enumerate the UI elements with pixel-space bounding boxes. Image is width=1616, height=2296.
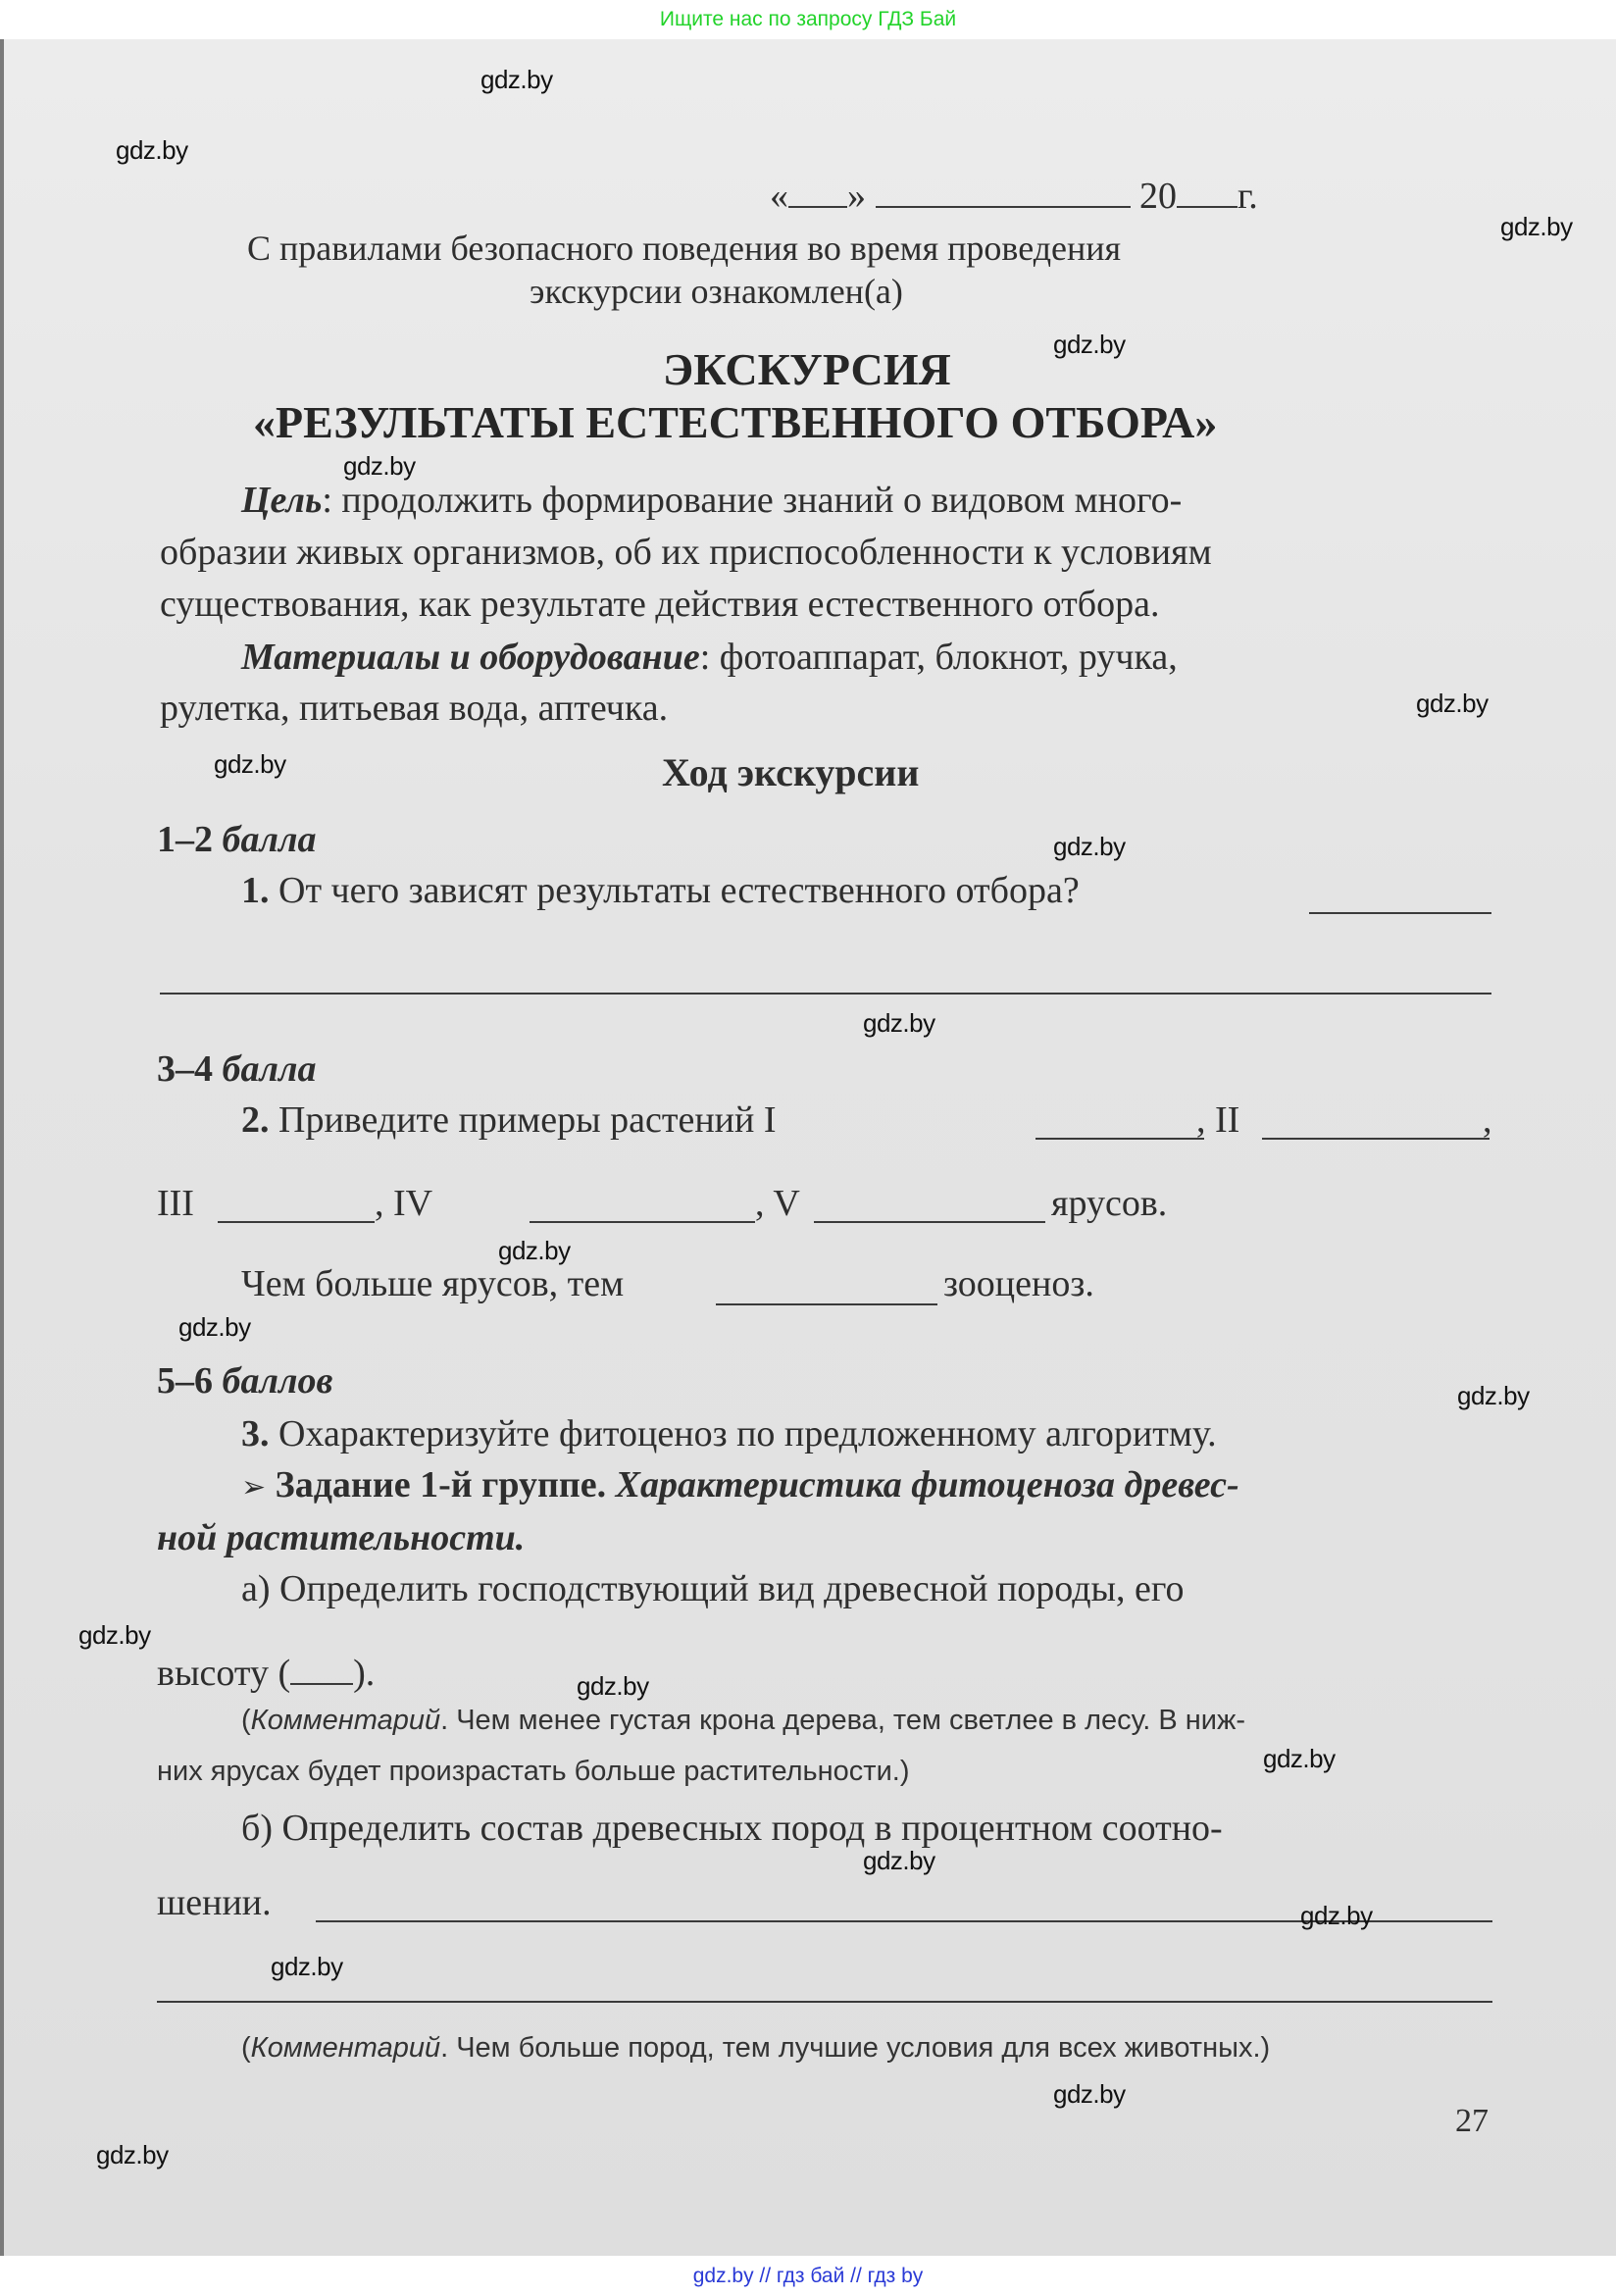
tier-4-blank[interactable]	[530, 1221, 755, 1223]
watermark: gdz.by	[116, 135, 188, 165]
points-word: балла	[222, 819, 317, 860]
watermark: gdz.by	[577, 1671, 649, 1701]
tier-2-blank[interactable]	[1262, 1138, 1490, 1140]
month-blank[interactable]	[876, 173, 1131, 208]
points-number: 1–2	[157, 819, 213, 860]
goal-line-3: существования, как результате действия естественного отбора.	[160, 584, 1160, 625]
comment-text: . Чем менее густая крона дерева, тем светлее в лесу. В ниж-	[440, 1705, 1246, 1736]
task-label: Задание 1-й группе.	[275, 1464, 607, 1505]
page-title-line-2: «РЕЗУЛЬТАТЫ ЕСТЕСТВЕННОГО ОТБОРА»	[253, 397, 1218, 447]
materials-line-1	[241, 636, 1178, 679]
watermark: gdz.by	[1457, 1381, 1530, 1410]
watermark: gdz.by	[214, 749, 286, 779]
answer-line-b2[interactable]	[157, 2001, 1492, 2003]
bottom-banner: gdz.by // гдз бай // гдз by	[692, 2265, 924, 2287]
task-group-1	[241, 1463, 1239, 1506]
points-number: 5–6	[157, 1360, 213, 1402]
procedure-heading: Ход экскурсии	[662, 750, 920, 794]
watermark: gdz.by	[1053, 832, 1126, 861]
page-number: 27	[1455, 2103, 1489, 2139]
answer-line-1a[interactable]	[1309, 912, 1491, 914]
tier-3-blank[interactable]	[218, 1221, 375, 1223]
tier-3-label: III	[157, 1183, 194, 1224]
points-heading-1-2	[157, 818, 316, 861]
watermark: gdz.by	[498, 1236, 571, 1265]
question-1	[241, 869, 1080, 912]
answer-line-1b[interactable]	[160, 993, 1491, 995]
points-heading-5-6	[157, 1359, 332, 1403]
watermark: gdz.by	[1053, 2079, 1126, 2109]
question-2	[241, 1098, 777, 1142]
year-suffix: г.	[1237, 176, 1258, 217]
tier-5-blank[interactable]	[814, 1221, 1045, 1223]
trailing-comma: ,	[1483, 1099, 1492, 1141]
item-a-line-2	[157, 1650, 375, 1695]
question-text: Приведите примеры растений I	[278, 1099, 777, 1141]
goal-label: Цель	[241, 480, 323, 521]
zoocenosis-blank[interactable]	[716, 1303, 937, 1305]
comment-b: (Комментарий. Чем больше пород, тем лучшие условия для всех животных.)	[241, 2032, 1271, 2064]
acknowledgement-line-1: С правилами безопасного поведения во время проведения	[247, 229, 1122, 268]
materials-label: Материалы и оборудование	[241, 637, 700, 678]
question-text: Охарактеризуйте фитоценоз по предложенному алгоритму.	[278, 1413, 1217, 1454]
open-quote: «	[770, 176, 788, 217]
watermark: gdz.by	[1263, 1744, 1336, 1773]
watermark: gdz.by	[178, 1312, 251, 1342]
question-number: 1.	[241, 870, 270, 911]
date-line	[770, 173, 1258, 218]
item-b-line-2: шении.	[157, 1882, 272, 1923]
height-prefix: высоту (	[157, 1653, 291, 1694]
close-quote: »	[847, 176, 866, 217]
top-banner: Ищите нас по запросу ГДЗ Бай	[659, 8, 957, 30]
watermark: gdz.by	[863, 1846, 935, 1875]
goal-line-1	[241, 479, 1182, 522]
comment-label: Комментарий	[250, 1705, 441, 1736]
day-blank[interactable]	[788, 173, 847, 208]
tier-1-blank[interactable]	[1035, 1138, 1204, 1140]
watermark: gdz.by	[1300, 1901, 1373, 1930]
materials-line-2: рулетка, питьевая вода, аптечка.	[160, 688, 669, 729]
zoocenosis-sentence-prefix: Чем больше ярусов, тем	[241, 1263, 625, 1304]
tier-5-label: , V	[755, 1183, 800, 1224]
acknowledgement-line-2: экскурсии ознакомлен(а)	[530, 272, 903, 311]
year-prefix: 20	[1139, 176, 1177, 217]
tier-2-label: , II	[1196, 1099, 1240, 1141]
watermark: gdz.by	[863, 1008, 935, 1038]
item-b-line-1: б) Определить состав древесных пород в процентном соотно-	[241, 1808, 1223, 1849]
goal-text: : продолжить формирование знаний о видовом много-	[322, 480, 1183, 521]
comment-a-line-1: (Комментарий. Чем менее густая крона дерева, тем светлее в лесу. В ниж-	[241, 1705, 1246, 1736]
watermark: gdz.by	[78, 1620, 151, 1650]
watermark: gdz.by	[1416, 689, 1489, 718]
item-a-line-1: а) Определить господствующий вид древесной породы, его	[241, 1568, 1185, 1609]
zoocenosis-sentence-suffix: зооценоз.	[943, 1263, 1094, 1304]
question-3	[241, 1412, 1217, 1455]
materials-text: : фотоаппарат, блокнот, ручка,	[699, 637, 1178, 678]
comment-a-line-2: них ярусах будет произрастать больше растительности.)	[157, 1756, 910, 1787]
watermark: gdz.by	[1053, 330, 1126, 359]
points-word: баллов	[222, 1360, 333, 1402]
points-heading-3-4	[157, 1047, 316, 1091]
watermark: gdz.by	[343, 451, 416, 481]
watermark: gdz.by	[96, 2140, 169, 2169]
arrow-bullet-icon: ➢	[241, 1470, 267, 1505]
question-text: От чего зависят результаты естественного отбора?	[278, 870, 1080, 911]
watermark: gdz.by	[1500, 212, 1573, 241]
page-title-line-1: ЭКСКУРСИЯ	[663, 344, 951, 394]
goal-line-2: образии живых организмов, об их приспособленности к условиям	[160, 532, 1212, 573]
tier-4-label: , IV	[375, 1183, 433, 1224]
points-number: 3–4	[157, 1048, 213, 1090]
question-number: 3.	[241, 1413, 270, 1454]
watermark: gdz.by	[480, 65, 553, 94]
watermark: gdz.by	[271, 1952, 343, 1981]
task-title: Характеристика фитоценоза древес-	[615, 1464, 1239, 1505]
points-word: балла	[222, 1048, 317, 1090]
tiers-suffix: ярусов.	[1051, 1183, 1168, 1224]
comment-text: . Чем больше пород, тем лучшие условия для всех животных.)	[440, 2032, 1271, 2064]
task-title-line-2: ной растительности.	[157, 1517, 526, 1558]
height-suffix: ).	[353, 1653, 376, 1694]
question-number: 2.	[241, 1099, 270, 1141]
year-blank[interactable]	[1177, 173, 1237, 208]
height-blank[interactable]	[290, 1650, 353, 1685]
comment-label: Комментарий	[250, 2032, 441, 2064]
